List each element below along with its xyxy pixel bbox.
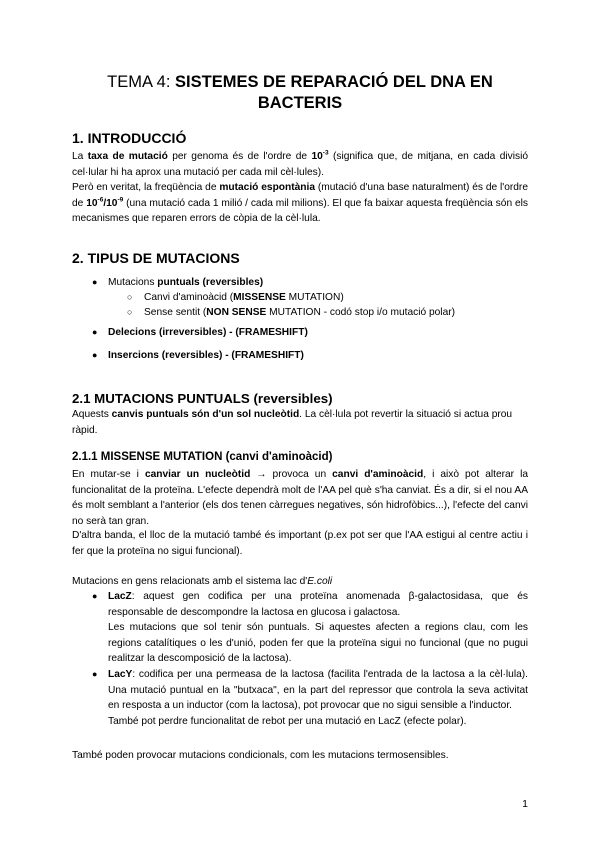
list-item-lacy: LacY: codifica per una permeasa de la lactosa (facilita l'entrada de la lactosa a la cèl·lula). Una mutació puntual en la "butxaca", en la part del repressor que controla la seva activitat en resposta a un inductor (com la lactosa), pot provocar que no sigui sensible a l'inductor. També pot perdre funcionalitat de rebot per una mutació en LacZ (efecte polar).	[108, 669, 528, 727]
bullet-icon: ●	[92, 669, 98, 679]
title-main-line1: SISTEMES DE REPARACIÓ DEL DNA EN	[175, 73, 493, 91]
missense-paragraph-2: D'altra banda, el lloc de la mutació també és important (p.ex pot ser que l'AA estigui al centre actiu i fer que la proteïna no sigui funcional).	[72, 530, 528, 557]
circle-bullet-icon: ○	[127, 307, 133, 317]
heading-tipus-mutacions: 2. TIPUS DE MUTACIONS	[72, 250, 240, 266]
lac-system-intro: Mutacions en gens relacionats amb el sistema lac d'E.coli	[72, 576, 333, 587]
document-title	[60, 72, 540, 114]
circle-bullet-icon: ○	[127, 292, 133, 302]
list-item-delecions: Delecions (irreversibles) - (FRAMESHIFT)	[108, 327, 308, 338]
heading-missense-mutation: 2.1.1 MISSENSE MUTATION (canvi d'aminoàcid)	[72, 451, 333, 463]
heading-introduccio: 1. INTRODUCCIÓ	[72, 130, 187, 146]
list-item-insercions: Insercions (reversibles) - (FRAMESHIFT)	[108, 350, 304, 361]
title-prefix: TEMA 4:	[107, 73, 176, 91]
list-subitem-nonsense: Sense sentit (NON SENSE MUTATION - codó stop i/o mutació polar)	[144, 307, 456, 318]
page-number: 1	[522, 798, 528, 810]
list-item-lacz: LacZ: aquest gen codifica per una proteïna anomenada β-galactosidasa, que és responsable de descompondre la lactosa en glucosa i galactosa. Les mutacions que sol tenir són puntuals. Si aquestes afecten a regions clau, com les regions catalítiques o les d'unió, poden fer que la proteïna sigui no funcional (que no pugui realitzar la descomposició de la lactosa).	[108, 591, 528, 664]
list-subitem-missense: Canvi d'aminoàcid (MISSENSE MUTATION)	[144, 292, 344, 303]
puntuals-paragraph: Aquests canvis puntuals són d'un sol nucleòtid. La cèl·lula pot revertir la situació si actua prou ràpid.	[72, 409, 513, 436]
heading-mutacions-puntuals: 2.1 MUTACIONS PUNTUALS (reversibles)	[72, 391, 333, 406]
bullet-icon: ●	[92, 591, 98, 601]
title-main-line2: BACTERIS	[257, 94, 343, 112]
bullet-icon: ●	[92, 327, 98, 337]
missense-paragraph-1: En mutar-se i canviar un nucleòtid → provoca un canvi d'aminoàcid, i això pot alterar la funcionalitat de la proteïna. L'efecte dependrà molt de l'AA pel què s'ha canviat. És a dir, si el nou AA és molt semblant a l'anterior (els dos tenen càrregues negatives, són hidrofòbics...), l'efecte del canvi no serà tan gran.	[72, 469, 528, 527]
intro-paragraph-1: La taxa de mutació per genoma és de l'ordre de $10^{-3}$ (significa que, de mitjana, en cada divisió cel·lular hi ha aprox una mutació per cada mil cèl·lules).	[72, 149, 528, 178]
list-item-puntuals: Mutacions puntuals (reversibles)	[108, 277, 264, 288]
bullet-icon: ●	[92, 277, 98, 287]
conditional-mutations-paragraph: També poden provocar mutacions condicionals, com les mutacions termosensibles.	[72, 750, 449, 761]
intro-paragraph-2: Però en veritat, la freqüència de mutació espontània (mutació d'una base naturalment) és de l'ordre de $10^{-6}/10^{-9}$ (una mutació cada 1 milió / cada mil milions). El que fa baixar aquesta freqüència són els mecanismes que reparen errors de còpia de la cèl·lula.	[72, 182, 528, 224]
bullet-icon: ●	[92, 350, 98, 360]
